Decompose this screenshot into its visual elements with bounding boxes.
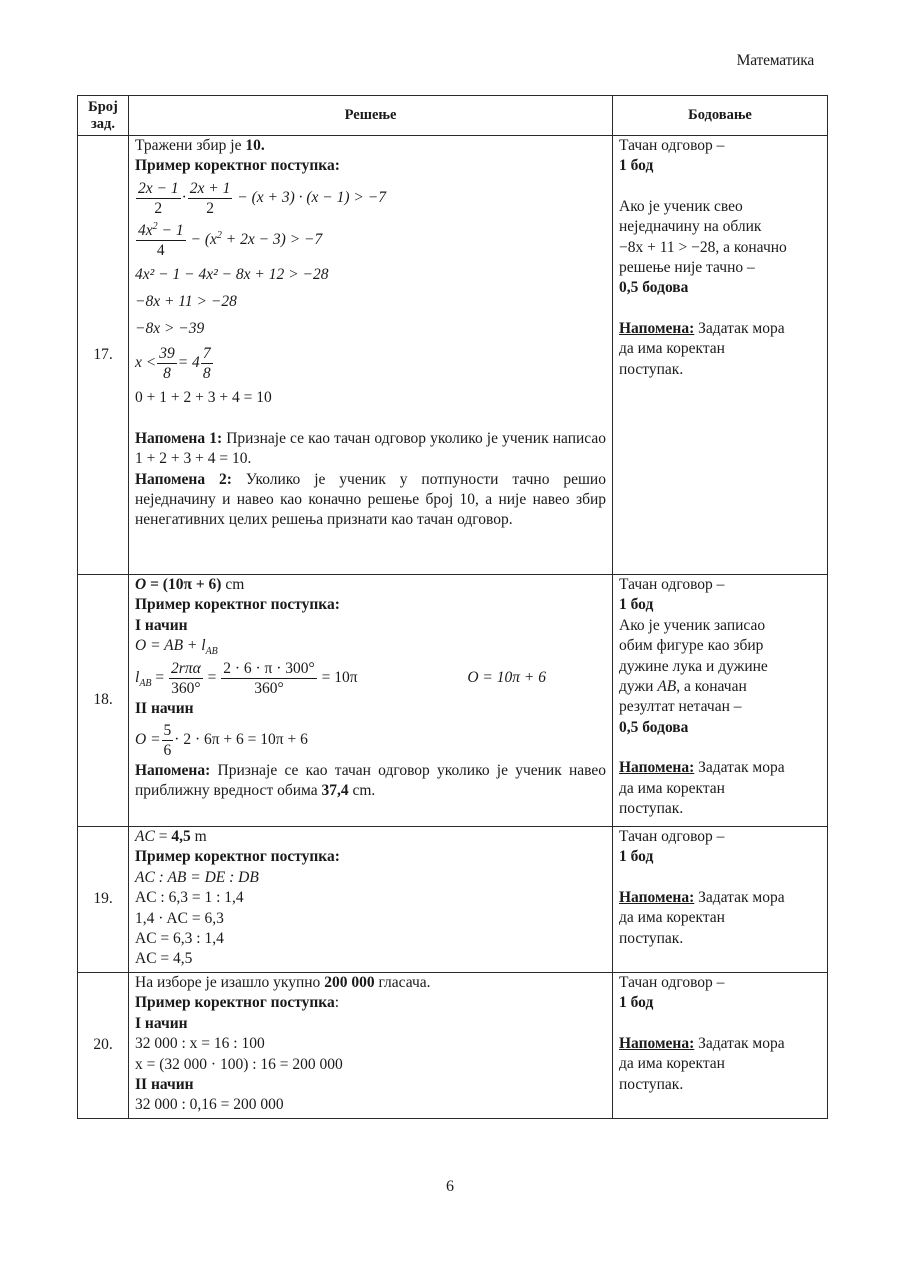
solution-cell — [129, 973, 613, 1119]
answer-variable: O — [135, 576, 147, 593]
fraction-denominator: 4 — [156, 241, 165, 259]
fraction-denominator: 2 — [154, 199, 163, 217]
math-term: O = — [135, 731, 161, 749]
math-term: l — [135, 668, 140, 686]
note-value: 37,4 — [321, 782, 349, 800]
note-text: да има коректан — [619, 1055, 725, 1073]
note — [135, 761, 606, 802]
method-label: I начин — [135, 1014, 188, 1032]
math-term — [135, 668, 152, 689]
math-term: = 4 — [177, 353, 200, 371]
note-text: Признаје се као тачан одговор уколико је ученик навео приближну вредност обима — [135, 762, 606, 800]
math-term: AB — [657, 678, 677, 696]
fraction-denominator: 360° — [171, 679, 201, 697]
note-text: Задатак мора — [694, 1034, 785, 1052]
answer-line — [135, 136, 606, 156]
answer-line — [135, 973, 606, 993]
note-text: поступак. — [619, 800, 684, 818]
method-label: II начин — [135, 699, 194, 717]
math-step-1: 32 000 : x = 16 : 100 — [135, 1035, 265, 1053]
answer-text: Тражени збир је — [135, 137, 246, 154]
column-header-solution: Решење — [129, 96, 613, 136]
answer-line — [135, 827, 606, 847]
math-operator: = — [154, 828, 172, 845]
fraction-numerator — [136, 221, 186, 241]
math-step-3: 1,4 · AC = 6,3 — [135, 909, 224, 927]
scoring-cell — [613, 973, 828, 1119]
fraction-numerator: 2rπα — [171, 659, 201, 677]
math-operator: = — [203, 668, 221, 686]
answer-unit: m — [190, 828, 207, 845]
answer-line — [135, 575, 606, 595]
solution-cell — [129, 827, 613, 973]
scoring-correct: Тачан одговор – — [619, 828, 725, 845]
scoring-correct: Тачан одговор – — [619, 974, 725, 991]
scoring-note — [619, 319, 821, 339]
column-header-number — [78, 96, 129, 136]
math-step-4: AC = 6,3 : 1,4 — [135, 930, 224, 948]
math-expression: − (x + 3) · (x − 1) > −7 — [237, 188, 386, 206]
page-header-subject: Математика — [736, 52, 814, 69]
table-row-17 — [78, 136, 828, 575]
fraction-numerator: 2 · 6 · π · 300° — [223, 659, 315, 677]
answer-value: 200 000 — [324, 974, 375, 991]
scoring-partial-text: неједначину на облик — [619, 218, 762, 236]
scoring-cell — [613, 575, 828, 827]
fraction-denominator: 6 — [163, 741, 172, 759]
method-label: I начин — [135, 616, 188, 634]
scoring-partial-points: 0,5 бодова — [619, 718, 689, 736]
note-text: поступак. — [619, 929, 684, 947]
scoring-partial-text: −8x + 11 > −28, а коначно — [619, 238, 787, 256]
math-term: x < — [135, 353, 157, 371]
math-step-1 — [135, 636, 606, 656]
math-term: − 1 — [157, 221, 184, 239]
note-label: Напомена 2: — [135, 470, 232, 488]
example-label: Пример коректног поступка: — [135, 596, 340, 614]
scoring-cell — [613, 136, 828, 575]
table-header-row — [78, 96, 828, 136]
scoring-partial-text: Ако је ученик записао — [619, 616, 766, 634]
note-text: поступак. — [619, 1075, 684, 1093]
note-label: Напомена: — [135, 762, 211, 780]
scoring-points: 1 бод — [619, 994, 654, 1012]
column-header-scoring: Бодовање — [613, 96, 828, 136]
math-subscript: AB — [205, 646, 218, 658]
note-label: Напомена 1: — [135, 429, 223, 447]
note-text: Задатак мора — [694, 759, 785, 777]
math-step-3: 4x² − 1 − 4x² − 8x + 12 > −28 — [135, 265, 329, 283]
example-label: Пример коректног поступка: — [135, 848, 340, 866]
math-exponent: 2 — [152, 220, 158, 232]
answer-unit: cm — [221, 576, 245, 593]
table-row-20 — [78, 973, 828, 1119]
scoring-cell — [613, 827, 828, 973]
math-term: + 2x − 3) > −7 — [221, 230, 323, 248]
note-1 — [135, 429, 606, 470]
note-text: Задатак мора — [694, 319, 785, 337]
math-expression: O = AB + l — [135, 637, 206, 655]
column-header-number-line2: зад. — [90, 115, 116, 132]
table-row-19 — [78, 827, 828, 973]
fraction-numerator: 39 — [159, 344, 175, 362]
answer-value: 10. — [245, 137, 265, 154]
task-number: 17. — [78, 136, 129, 575]
scoring-partial-text: дужине лука и дужине — [619, 657, 768, 675]
page-number: 6 — [446, 1178, 454, 1195]
scoring-points: 1 бод — [619, 596, 654, 614]
note-text: поступак. — [619, 360, 684, 378]
example-label-text: Пример коректног поступка — [135, 994, 335, 1012]
math-operator: = — [151, 668, 169, 686]
solution-cell — [129, 575, 613, 827]
table-row-18 — [78, 575, 828, 827]
fraction-denominator: 8 — [163, 364, 171, 382]
scoring-note — [619, 758, 821, 778]
note-label: Напомена: — [619, 1034, 695, 1052]
scoring-correct: Тачан одговор – — [619, 576, 725, 593]
math-step-1: AC : AB = DE : DB — [135, 868, 259, 886]
math-operator: · — [181, 188, 187, 206]
column-header-number-line1: Број — [88, 98, 118, 115]
answer-text: На изборе је изашло укупно — [135, 974, 325, 991]
math-step-7: 0 + 1 + 2 + 3 + 4 = 10 — [135, 388, 272, 406]
fraction-denominator: 8 — [202, 364, 211, 382]
math-step-4: −8x + 11 > −28 — [135, 292, 237, 310]
scoring-note — [619, 1034, 821, 1054]
math-step-2: AC : 6,3 = 1 : 1,4 — [135, 889, 244, 907]
math-expression: · 2 · 6π + 6 = 10π + 6 — [174, 731, 308, 749]
math-step-5: −8x > −39 — [135, 319, 205, 337]
task-number: 20. — [78, 973, 129, 1119]
math-result: O = 10π + 6 — [467, 668, 546, 686]
fraction-denominator: 360° — [254, 679, 284, 697]
solution-cell — [129, 136, 613, 575]
note-text: Уколико је ученик у потпуности тачно решио неједначину и навео као коначно решење број 10, а није навео збир ненегативних целих решења признати као тачан одговор. — [135, 470, 606, 529]
fraction-numerator: 5 — [163, 721, 172, 739]
scoring-note — [619, 888, 821, 908]
note-label: Напомена: — [619, 319, 695, 337]
math-result: = 10π — [317, 668, 358, 686]
math-step-2: x = (32 000 · 100) : 16 = 200 000 — [135, 1055, 343, 1073]
math-step-2 — [135, 219, 606, 261]
answer-value: 4,5 — [171, 828, 191, 845]
math-step-1 — [135, 177, 606, 219]
note-2 — [135, 470, 606, 531]
task-number: 18. — [78, 575, 129, 827]
math-step-5: AC = 4,5 — [135, 950, 193, 968]
math-term: 4x — [138, 221, 153, 239]
scoring-correct: Тачан одговор – — [619, 137, 725, 154]
note-text: Задатак мора — [694, 888, 785, 906]
fraction-numerator: 2x − 1 — [138, 179, 179, 197]
math-term: − (x — [190, 230, 217, 248]
task-number: 19. — [78, 827, 129, 973]
math-subscript: AB — [139, 677, 152, 689]
answer-value: = (10π + 6) — [146, 576, 222, 593]
note-label: Напомена: — [619, 888, 695, 906]
note-text: да има коректан — [619, 909, 725, 927]
scoring-partial-text: обим фигуре као збир — [619, 637, 764, 655]
note-text: да има коректан — [619, 779, 725, 797]
note-text: да има коректан — [619, 340, 725, 358]
math-exponent: 2 — [216, 229, 222, 241]
scoring-partial-points: 0,5 бодова — [619, 279, 689, 297]
method-label: II начин — [135, 1076, 194, 1094]
scoring-partial-text: Ако је ученик свео — [619, 197, 743, 215]
math-step-3: 32 000 : 0,16 = 200 000 — [135, 1096, 284, 1114]
scoring-partial-text: резултат нетачан – — [619, 698, 742, 716]
scoring-partial-text: , а коначан — [676, 678, 747, 696]
fraction-numerator: 7 — [202, 344, 211, 362]
scoring-points: 1 бод — [619, 848, 654, 866]
math-expression — [190, 231, 322, 248]
example-label: Пример коректног поступка: — [135, 157, 340, 175]
example-label — [135, 993, 606, 1013]
answer-text: гласача. — [374, 974, 431, 991]
math-step-6 — [135, 342, 606, 384]
fraction-denominator: 2 — [206, 199, 214, 217]
scoring-partial-text: решење није тачно – — [619, 259, 755, 277]
note-unit: cm. — [348, 782, 376, 800]
example-label-colon: : — [334, 994, 340, 1012]
fraction-numerator: 2x + 1 — [189, 179, 231, 197]
scoring-partial-text: дужи — [619, 678, 658, 696]
note-label: Напомена: — [619, 759, 695, 777]
scoring-table — [77, 95, 828, 1119]
scoring-points: 1 бод — [619, 157, 654, 175]
answer-variable: AC — [135, 828, 155, 845]
math-step-3 — [135, 719, 606, 761]
note-text: Признаје се као тачан одговор уколико је ученик написао 1 + 2 + 3 + 4 = 10. — [135, 429, 606, 468]
scoring-partial-text — [619, 677, 821, 697]
math-step-2 — [135, 657, 606, 699]
